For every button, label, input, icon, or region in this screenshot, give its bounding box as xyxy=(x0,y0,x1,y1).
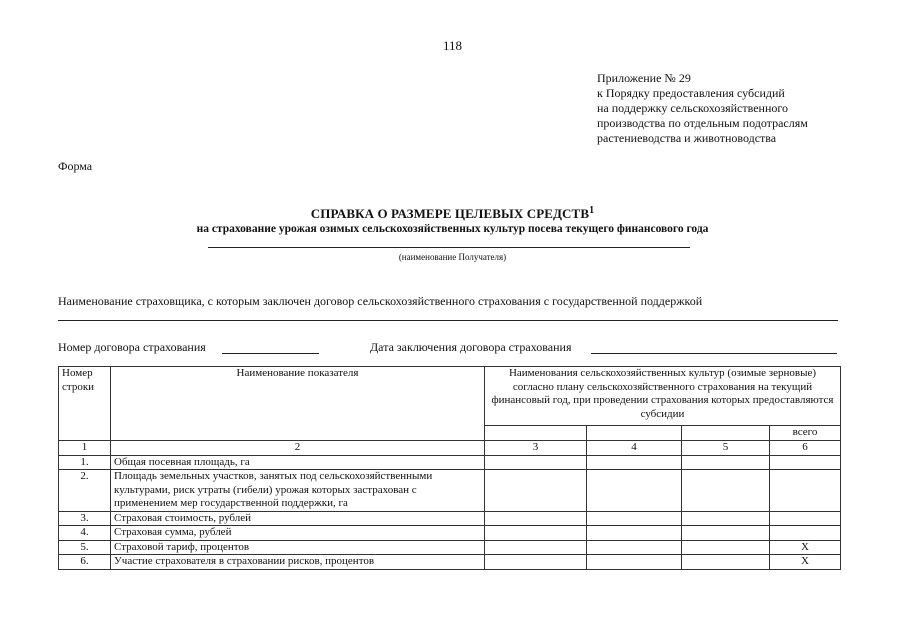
row-number: 6. xyxy=(59,555,111,570)
total-cell[interactable] xyxy=(770,511,841,526)
column-number: 5 xyxy=(682,441,770,456)
value-cell[interactable] xyxy=(682,470,770,512)
header-row-number: Номер строки xyxy=(59,367,111,441)
contract-number-line[interactable] xyxy=(222,353,319,354)
appendix-line: к Порядку предоставления субсидий xyxy=(597,86,785,100)
table-row xyxy=(59,470,841,512)
document-subtitle: на страхование урожая озимых сельскохозяйственных культур посева текущего финансового года xyxy=(196,223,709,235)
header-crop-cell[interactable] xyxy=(682,426,770,441)
column-number: 6 xyxy=(770,441,841,456)
form-label: Форма xyxy=(58,159,93,173)
row-indicator: Площадь земельных участков, занятых под сельскохозяйственными культурами, риск утраты (гибели) урожая которых застрахован с применением мер государственной поддержки, га xyxy=(111,470,485,512)
contract-date-label: Дата заключения договора страхования xyxy=(370,340,572,354)
row-number: 4. xyxy=(59,526,111,541)
column-number-row xyxy=(59,441,841,456)
total-cell[interactable] xyxy=(770,470,841,512)
row-indicator: Участие страхователя в страховании рисков, процентов xyxy=(111,555,485,570)
column-number: 4 xyxy=(587,441,682,456)
total-cell-not-applicable: X xyxy=(770,540,841,555)
value-cell[interactable] xyxy=(587,455,682,470)
row-number: 2. xyxy=(59,470,111,512)
header-crops: Наименования сельскохозяйственных культур (озимые зерновые) согласно плану сельскохозяйственного страхования на текущий финансовый год, при проведении страхования которых предоставляются субсидии xyxy=(485,367,841,426)
subsidy-table xyxy=(58,366,841,570)
value-cell[interactable] xyxy=(682,455,770,470)
recipient-caption: (наименование Получателя) xyxy=(398,252,507,262)
value-cell[interactable] xyxy=(485,526,587,541)
value-cell[interactable] xyxy=(682,511,770,526)
table-row xyxy=(59,555,841,570)
appendix-header xyxy=(597,71,808,146)
value-cell[interactable] xyxy=(587,540,682,555)
value-cell[interactable] xyxy=(485,455,587,470)
header-crop-cell[interactable] xyxy=(485,426,587,441)
recipient-name-line[interactable] xyxy=(208,247,690,248)
insurer-name-line[interactable] xyxy=(58,320,838,321)
header-total: всего xyxy=(770,426,841,441)
row-number: 5. xyxy=(59,540,111,555)
value-cell[interactable] xyxy=(587,555,682,570)
total-cell[interactable] xyxy=(770,526,841,541)
value-cell[interactable] xyxy=(485,555,587,570)
appendix-line: производства по отдельным подотраслям xyxy=(597,116,808,130)
row-indicator: Страховая сумма, рублей xyxy=(111,526,485,541)
row-indicator: Страховая стоимость, рублей xyxy=(111,511,485,526)
header-indicator: Наименование показателя xyxy=(111,367,485,441)
title-footnote: 1 xyxy=(589,205,595,216)
value-cell[interactable] xyxy=(485,511,587,526)
value-cell[interactable] xyxy=(587,511,682,526)
table-row xyxy=(59,511,841,526)
appendix-line: растениеводства и животноводства xyxy=(597,131,777,145)
row-number: 3. xyxy=(59,511,111,526)
total-cell[interactable] xyxy=(770,455,841,470)
row-indicator: Страховой тариф, процентов xyxy=(111,540,485,555)
column-number: 2 xyxy=(111,441,485,456)
column-number: 1 xyxy=(59,441,111,456)
value-cell[interactable] xyxy=(485,470,587,512)
header-crop-cell[interactable] xyxy=(587,426,682,441)
row-number: 1. xyxy=(59,455,111,470)
table-row xyxy=(59,540,841,555)
value-cell[interactable] xyxy=(587,470,682,512)
insurer-label: Наименование страховщика, с которым заключен договор сельскохозяйственного страхования с государственной поддержкой xyxy=(58,294,703,308)
value-cell[interactable] xyxy=(682,540,770,555)
value-cell[interactable] xyxy=(682,555,770,570)
table-row xyxy=(59,526,841,541)
value-cell[interactable] xyxy=(587,526,682,541)
page-number: 118 xyxy=(442,38,463,53)
value-cell[interactable] xyxy=(485,540,587,555)
value-cell[interactable] xyxy=(682,526,770,541)
row-indicator: Общая посевная площадь, га xyxy=(111,455,485,470)
table-row xyxy=(59,455,841,470)
appendix-line: Приложение № 29 xyxy=(597,71,691,85)
contract-date-line[interactable] xyxy=(591,353,837,354)
title-text: СПРАВКА О РАЗМЕРЕ ЦЕЛЕВЫХ СРЕДСТВ xyxy=(310,206,590,221)
column-number: 3 xyxy=(485,441,587,456)
document-title xyxy=(0,205,905,222)
contract-number-label: Номер договора страхования xyxy=(58,340,206,354)
total-cell-not-applicable: X xyxy=(770,555,841,570)
appendix-line: на поддержку сельскохозяйственного xyxy=(597,101,789,115)
